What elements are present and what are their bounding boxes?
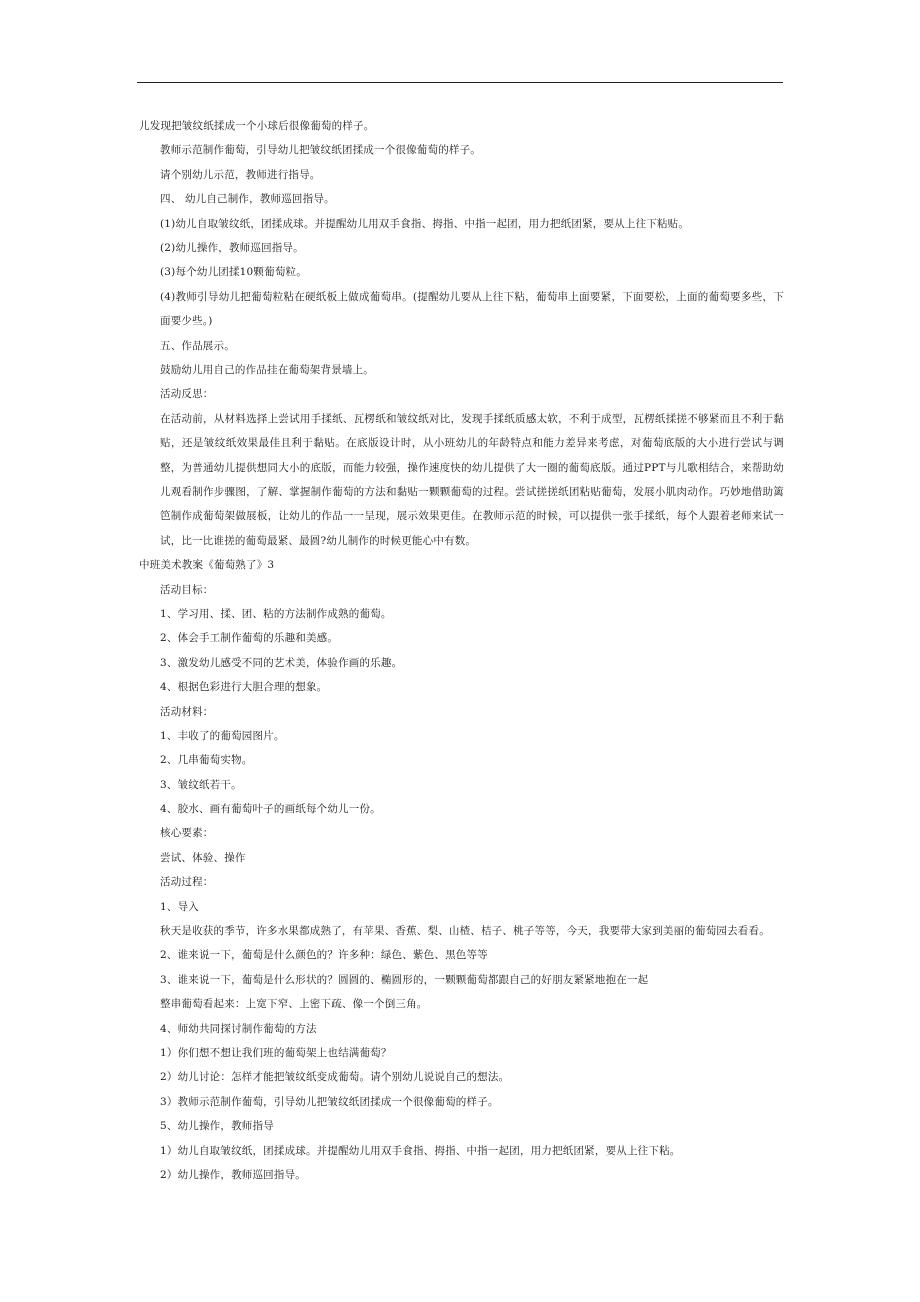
text-line: 儿发现把皱纹纸揉成一个小球后很像葡萄的样子。 <box>139 120 375 132</box>
list-item: 2）幼儿讨论：怎样才能把皱纹纸变成葡萄。请个别幼儿说说自己的想法。 <box>160 1071 510 1084</box>
section-heading: 活动反思： <box>160 388 214 401</box>
list-item: 3、谁来说一下，葡萄是什么形状的？圆圆的、椭圆形的，一颗颗葡萄都跟自己的好朋友紧紧地抱在一起 <box>160 973 649 986</box>
list-item: 5、幼儿操作，教师指导 <box>160 1120 274 1133</box>
list-item: 1）幼儿自取皱纹纸，团揉成球。并提醒幼儿用双手食指、拇指、中指一起团，用力把纸团紧，要从上往下粘。 <box>160 1144 681 1157</box>
section-heading: 活动目标： <box>160 583 214 596</box>
list-item: 1、学习用、揉、团、粘的方法制作成熟的葡萄。 <box>160 607 392 620</box>
section-heading: 四、 幼儿自己制作，教师巡回指导。 <box>160 193 335 206</box>
text-paragraph: (4)教师引导幼儿把葡萄粒粘在硬纸板上做成葡萄串。(提醒幼儿要从上往下粘，葡萄串上面要紧，下面要松，上面的葡萄要多些，下面要少些。) <box>160 290 784 328</box>
header-rule <box>137 82 783 83</box>
text-line: 秋天是收获的季节，许多水果都成熟了，有苹果、香蕉、梨、山楂、桔子、桃子等等，今天，我要带大家到美丽的葡萄园去看看。 <box>160 925 770 938</box>
section-heading: 核心要素： <box>160 827 214 840</box>
text-line: (1)幼儿自取皱纹纸，团揉成球。并提醒幼儿用双手食指、拇指、中指一起团，用力把纸团紧，要从上往下粘贴。 <box>160 217 690 230</box>
list-item: 4、师幼共同探讨制作葡萄的方法 <box>160 1022 317 1035</box>
list-item: 3）教师示范制作葡萄，引导幼儿把皱纹纸团揉成一个很像葡萄的样子。 <box>160 1095 499 1108</box>
text-line: (2)幼儿操作，教师巡回指导。 <box>160 241 304 254</box>
list-item: 4、胶水、画有葡萄叶子的画纸每个幼儿一份。 <box>160 803 381 816</box>
list-item: 2）幼儿操作，教师巡回指导。 <box>160 1168 306 1181</box>
text-line: 整串葡萄看起来：上宽下窄、上密下疏、像一个倒三角。 <box>160 998 428 1011</box>
list-item: 1、丰收了的葡萄园图片。 <box>160 729 285 742</box>
document-body <box>139 114 784 1187</box>
lesson-title: 中班美术教案《葡萄熟了》3 <box>139 559 275 572</box>
text-line: 尝试、体验、操作 <box>160 851 246 864</box>
list-item: 2、几串葡萄实物。 <box>160 754 253 767</box>
list-item: 3、激发幼儿感受不同的艺术美，体验作画的乐趣。 <box>160 656 403 669</box>
section-heading: 活动过程： <box>160 876 214 889</box>
text-line: 鼓励幼儿用自己的作品挂在葡萄架背景墙上。 <box>160 363 374 376</box>
list-item: 3、皱纹纸若干。 <box>160 778 242 791</box>
list-item: 2、谁来说一下，葡萄是什么颜色的？许多种：绿色、紫色、黑色等等 <box>160 949 488 962</box>
text-line: (3)每个幼儿团揉10颗葡萄粒。 <box>160 266 307 279</box>
list-item: 1、导入 <box>160 900 199 913</box>
reflection-paragraph: 在活动前，从材料选择上尝试用手揉纸、瓦楞纸和皱纹纸对比，发现手揉纸质感太软，不利于成型，瓦楞纸揉搓不够紧而且不利于黏贴，还是皱纹纸效果最佳且利于黏贴。在底版设计时，从小班幼儿的年龄特点和能力差异来考虑，对葡萄底版的大小进行尝试与调整，为普通幼儿提供想同大小的底版，而能力较强，操作速度快的幼儿提供了大一圈的葡萄底版。通过PPT与儿歌相结合，来帮助幼儿观看制作步骤图，了解、掌握制作葡萄的方法和黏贴一颗颗葡萄的过程。尝试搓搓纸团粘贴葡萄，发展小肌肉动作。巧妙地借助篱笆制作成葡萄架做展板，让幼儿的作品一一呈现，展示效果更佳。在教师示范的时候，可以提供一张手揉纸，每个人跟着老师来试一试，比一比谁搓的葡萄最紧、最圆?幼儿制作的时候更能心中有数。 <box>160 412 784 547</box>
list-item: 1）你们想不想让我们班的葡萄架上也结满葡萄？ <box>160 1046 392 1059</box>
section-heading: 活动材料： <box>160 705 214 718</box>
text-line: 请个别幼儿示范，教师进行指导。 <box>160 168 321 181</box>
section-heading: 五、作品展示。 <box>160 339 235 352</box>
text-line: 教师示范制作葡萄，引导幼儿把皱纹纸团揉成一个很像葡萄的样子。 <box>160 144 481 157</box>
list-item: 2、体会手工制作葡萄的乐趣和美感。 <box>160 632 339 645</box>
list-item: 4、根据色彩进行大胆合理的想象。 <box>160 681 328 694</box>
